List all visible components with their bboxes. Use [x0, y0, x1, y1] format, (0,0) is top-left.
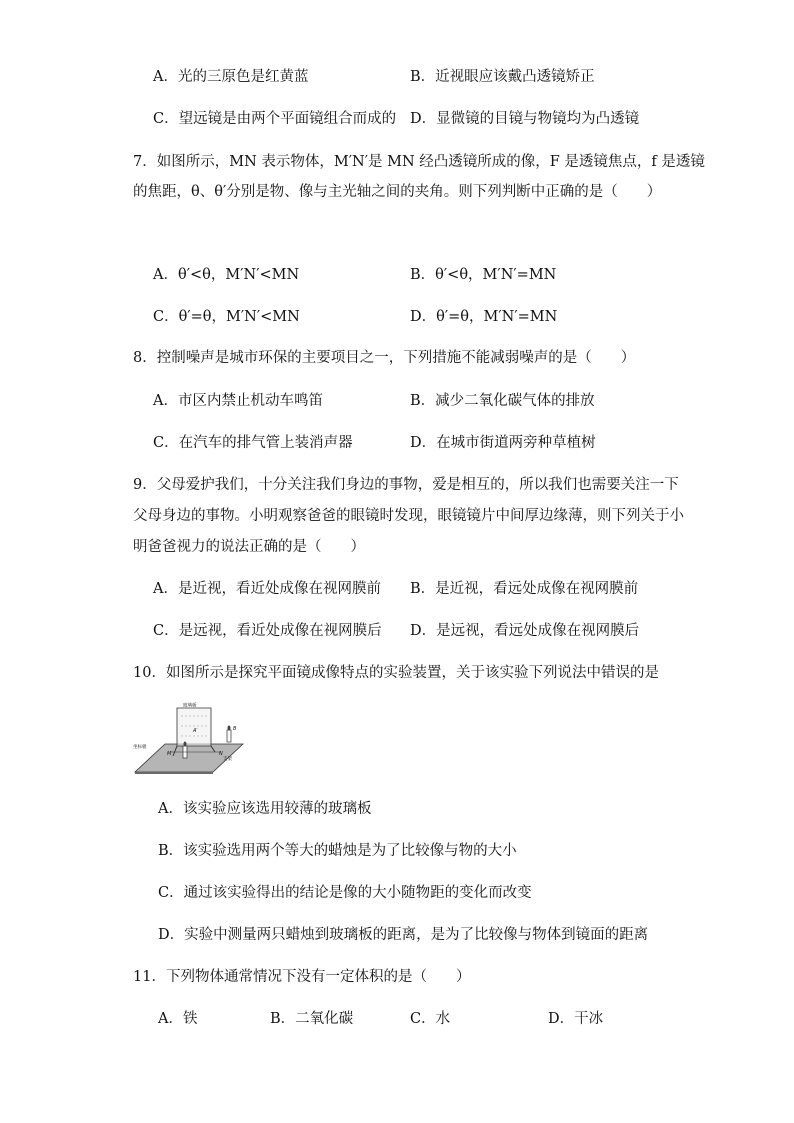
q11-option-b: B．二氧化碳: [270, 1011, 354, 1027]
q6-option-d: D．显微镜的目镜与物镜均为凸透镜: [410, 111, 640, 127]
q6-option-a: A．光的三原色是红黄蓝: [153, 69, 309, 85]
plane-mirror-apparatus-figure: [133, 702, 245, 774]
q11-stem: 11．下列物体通常情况下没有一定体积的是（ ）: [133, 969, 471, 985]
q7-option-a: A．θ′<θ，M′N′<MN: [153, 267, 300, 283]
q11-option-d: D．干冰: [548, 1011, 604, 1027]
q9-option-b: B．是近视，看远处成像在视网膜前: [410, 581, 639, 597]
label-a-prime: A′: [193, 728, 198, 734]
q11-option-c: C．水: [410, 1011, 451, 1027]
q9-option-d: D．是远视，看远处成像在视网膜后: [410, 623, 640, 639]
q6-option-c: C．望远镜是由两个平面镜组合而成的: [153, 111, 397, 127]
q10-stem: 10．如图所示是探究平面镜成像特点的实验装置，关于该实验下列说法中错误的是: [133, 665, 659, 681]
q8-option-c: C．在汽车的排气管上装消声器: [153, 435, 353, 451]
q10-option-b: B．该实验选用两个等大的蜡烛是为了比较像与物的大小: [158, 843, 517, 859]
label-b: B: [233, 726, 237, 732]
q10-option-d: D．实验中测量两只蜡烛到玻璃板的距离，是为了比较像与物体到镜面的距离: [158, 927, 649, 943]
q7-stem-line2: 的焦距，θ、θ′分别是物、像与主光轴之间的夹角。则下列判断中正确的是（ ）: [133, 184, 662, 200]
q9-stem-line3: 明爸爸视力的说法正确的是（ ）: [133, 539, 365, 555]
q6-option-b: B．近视眼应该戴凸透镜矫正: [410, 69, 595, 85]
q9-stem-line2: 父母身边的事物。小明观察爸爸的眼镜时发现，眼镜镜片中间厚边缘薄，则下列关于小: [133, 508, 684, 524]
q8-option-b: B．减少二氧化碳气体的排放: [410, 393, 595, 409]
q9-stem-line1: 9．父母爱护我们，十分关注我们身边的事物，爱是相互的，所以我们也需要关注一下: [133, 477, 679, 493]
q7-option-d: D．θ′=θ，M′N′=MN: [410, 309, 558, 325]
label-n: N: [219, 751, 223, 757]
q8-stem: 8．控制噪声是城市环保的主要项目之一，下列措施不能减弱噪声的是（ ）: [133, 350, 636, 366]
q10-option-a: A．该实验应该选用较薄的玻璃板: [158, 801, 372, 817]
q8-option-a: A．市区内禁止机动车鸣笛: [153, 393, 323, 409]
label-coord-board: 坐标板: [133, 745, 147, 750]
q11-option-a: A．铁: [158, 1011, 198, 1027]
candle-b-shape: [227, 730, 231, 742]
glass-plate-shape: [177, 708, 211, 746]
q7-option-c: C．θ′=θ，M′N′<MN: [153, 309, 300, 325]
label-m: M: [167, 751, 172, 757]
q10-option-c: C．通过该实验得出的结论是像的大小随物距的变化而改变: [158, 885, 532, 901]
label-glass: 玻璃板: [183, 703, 197, 709]
q9-option-c: C．是远视，看近处成像在视网膜后: [153, 623, 382, 639]
q9-option-a: A．是近视，看近处成像在视网膜前: [153, 581, 381, 597]
q8-option-d: D．在城市街道两旁种草植树: [410, 435, 596, 451]
q7-stem-line1: 7．如图所示，MN 表示物体，M′N′是 MN 经凸透镜所成的像，F 是透镜焦点，f 是透镜: [133, 154, 705, 170]
label-stand: 支架: [223, 757, 232, 762]
board-edge-shape: [135, 772, 213, 774]
q7-option-b: B．θ′<θ，M′N′=MN: [410, 267, 557, 283]
